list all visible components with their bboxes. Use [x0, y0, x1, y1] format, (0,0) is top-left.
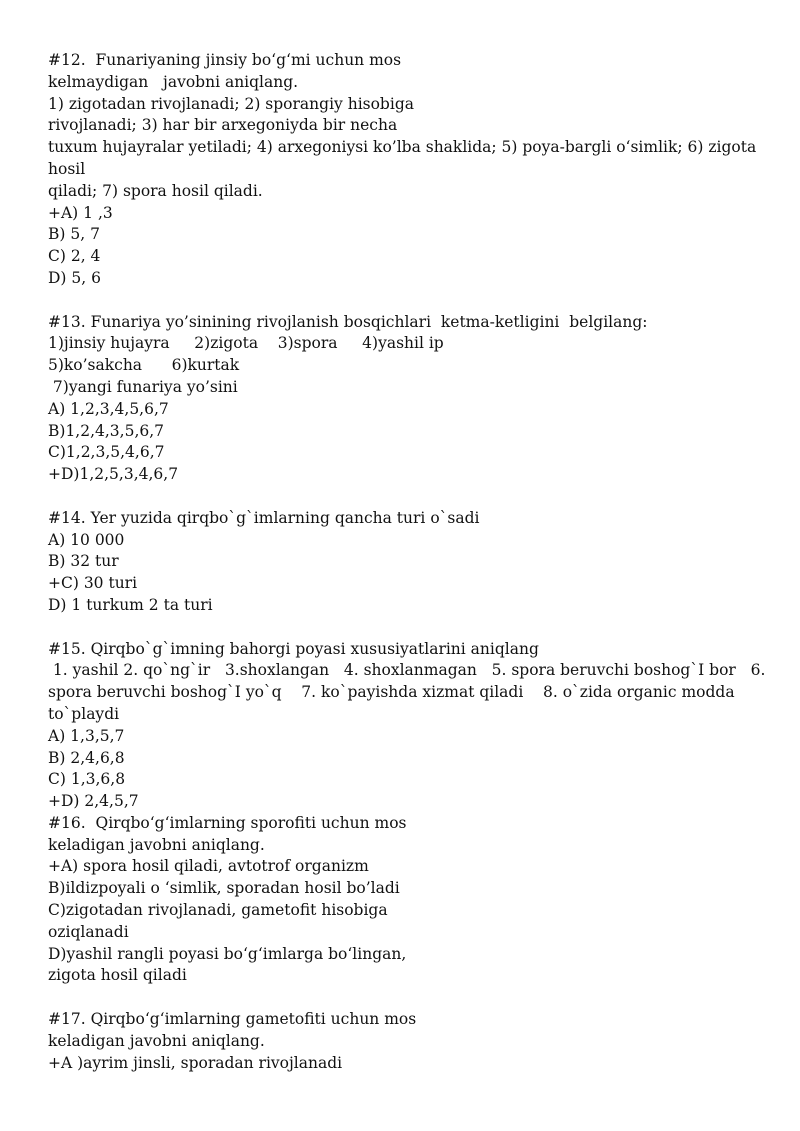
question-12-stem-line-4: rivojlanadi; 3) har bir arxegoniyda bir necha — [48, 116, 398, 135]
question-15-stem-line-4: to`playdi — [48, 704, 120, 723]
question-13-stem-line-4: 7)yangi funariya yo’sini — [48, 377, 238, 396]
question-14 — [48, 508, 768, 617]
question-12-stem-line-2: kelmaydigan javobni aniqlang. — [48, 72, 299, 91]
question-13-stem-line-3: 5)ko’sakcha 6)kurtak — [48, 356, 240, 375]
question-12-option-b: B) 5, 7 — [48, 225, 100, 244]
document-page — [48, 50, 768, 1074]
question-16-option-b: B)ildizpoyali o ‘simlik, sporadan hosil bo’ladi — [48, 879, 400, 898]
question-12-stem-line-1: #12. Funariyaning jinsiy bo‘g‘mi uchun mos — [48, 51, 402, 69]
question-15-stem-line-2: 1. yashil 2. qo`ng`ir 3.shoxlangan 4. shoxlanmagan 5. spora beruvchi boshog`I bor 6. — [48, 661, 766, 680]
question-12-stem-line-3: 1) zigotadan rivojlanadi; 2) sporangiy hisobiga — [48, 94, 414, 113]
question-13 — [48, 312, 768, 486]
question-12-option-c: C) 2, 4 — [48, 247, 101, 266]
question-14-option-c: +C) 30 turi — [48, 574, 138, 593]
question-16-option-c-line-2: oziqlanadi — [48, 922, 129, 941]
question-13-stem-line-2: 1)jinsiy hujayra 2)zigota 3)spora 4)yashil ip — [48, 334, 444, 353]
question-13-option-b: B)1,2,4,3,5,6,7 — [48, 421, 165, 440]
question-17-stem-line-2: keladigan javobni aniqlang. — [48, 1031, 265, 1050]
question-13-option-d: +D)1,2,5,3,4,6,7 — [48, 465, 179, 484]
question-12-stem-line-5: tuxum hujayralar yetiladi; 4) arxegoniysi ko’lba shaklida; 5) poya-bargli o‘simlik; 6) zigota — [48, 138, 757, 157]
question-16-stem-line-1: #16. Qirqbo‘g‘imlarning sporofiti uchun mos — [48, 813, 407, 832]
question-15-option-c: C) 1,3,6,8 — [48, 770, 126, 789]
question-16 — [48, 813, 768, 987]
question-16-option-d-line-2: zigota hosil qiladi — [48, 966, 187, 985]
question-16-option-a: +A) spora hosil qiladi, avtotrof organizm — [48, 857, 369, 876]
question-14-stem: #14. Yer yuzida qirqbo`g`imlarning qancha turi o`sadi — [48, 508, 480, 527]
paragraph-gap — [48, 617, 768, 639]
question-17 — [48, 1009, 768, 1074]
question-13-option-c: C)1,2,3,5,4,6,7 — [48, 443, 165, 462]
question-17-stem-line-1: #17. Qirqbo‘g‘imlarning gametofiti uchun mos — [48, 1010, 417, 1029]
question-12-stem-line-6: hosil — [48, 159, 86, 178]
question-14-option-b: B) 32 tur — [48, 552, 119, 571]
question-12-stem-line-7: qiladi; 7) spora hosil qiladi. — [48, 181, 263, 200]
question-12-option-a: +A) 1 ,3 — [48, 203, 113, 222]
question-15-option-a: A) 1,3,5,7 — [48, 726, 125, 745]
question-15-option-d: +D) 2,4,5,7 — [48, 792, 139, 811]
question-12-option-d: D) 5, 6 — [48, 268, 101, 287]
question-13-stem-line-1: #13. Funariya yo’sinining rivojlanish bosqichlari ketma-ketligini belgilang: — [48, 312, 648, 331]
paragraph-gap — [48, 987, 768, 1009]
paragraph-gap — [48, 290, 768, 312]
question-16-stem-line-2: keladigan javobni aniqlang. — [48, 835, 265, 854]
question-15-stem-line-3: spora beruvchi boshog`I yo`q 7. ko`payishda xizmat qiladi 8. o`zida organic modda — [48, 683, 735, 702]
question-15 — [48, 639, 768, 813]
question-13-option-a: A) 1,2,3,4,5,6,7 — [48, 399, 169, 418]
question-15-option-b: B) 2,4,6,8 — [48, 748, 125, 767]
question-15-stem-line-1: #15. Qirqbo`g`imning bahorgi poyasi xususiyatlarini aniqlang — [48, 639, 539, 658]
question-17-option-a: +A )ayrim jinsli, sporadan rivojlanadi — [48, 1053, 343, 1072]
question-16-option-c-line-1: C)zigotadan rivojlanadi, gametofit hisobiga — [48, 901, 388, 920]
question-12 — [48, 50, 768, 290]
paragraph-gap — [48, 486, 768, 508]
question-16-option-d-line-1: D)yashil rangli poyasi bo‘g‘imlarga bo‘lingan, — [48, 944, 407, 963]
question-14-option-a: A) 10 000 — [48, 530, 125, 549]
question-14-option-d: D) 1 turkum 2 ta turi — [48, 595, 213, 614]
